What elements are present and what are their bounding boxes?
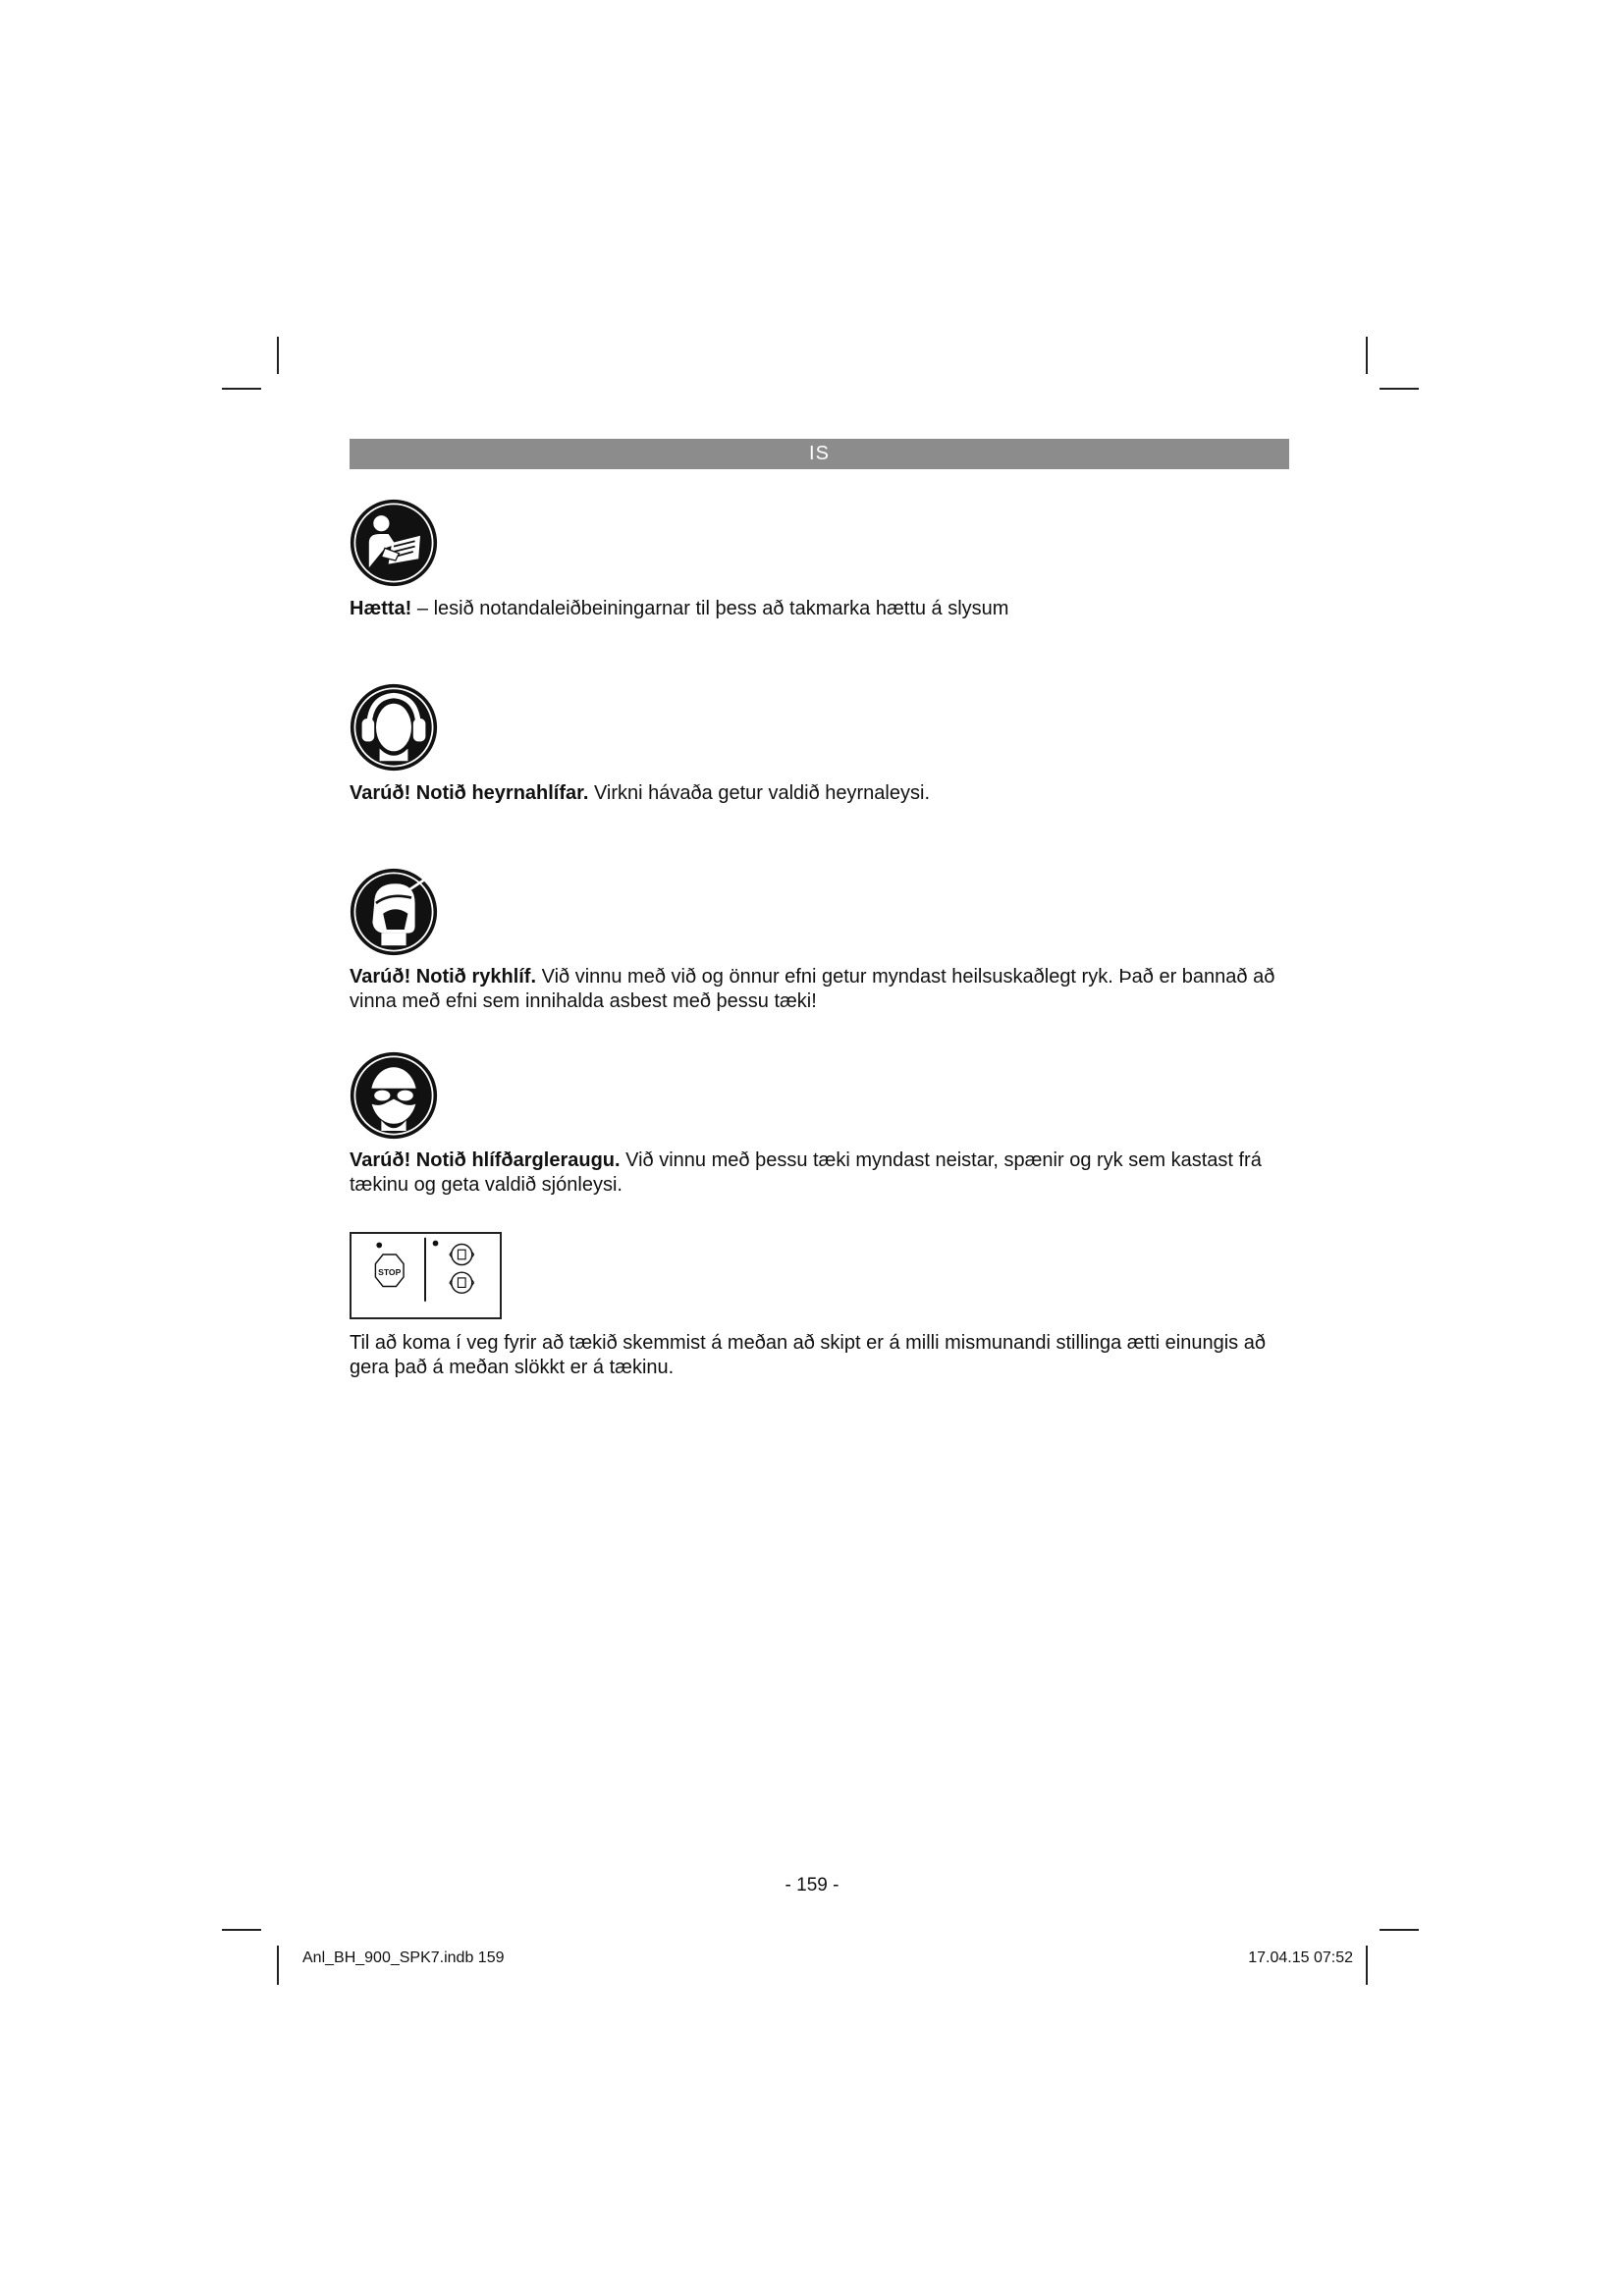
footer-timestamp: 17.04.15 07:52 xyxy=(1248,1949,1353,1966)
switch-setting-diagram xyxy=(350,1232,502,1319)
warning-text: Virkni hávaða getur valdið heyrnaleysi. xyxy=(588,782,930,804)
warning-safety-goggles xyxy=(350,1148,1292,1198)
crop-mark xyxy=(1366,1946,1368,1985)
dust-mask-icon xyxy=(350,868,438,956)
read-manual-icon xyxy=(350,499,438,587)
crop-mark xyxy=(277,1946,279,1985)
warning-title: Varúð! Notið hlífðargleraugu. xyxy=(350,1149,621,1171)
hammer-drill-mode-icon xyxy=(450,1272,474,1293)
warning-ear-protection xyxy=(350,781,1292,806)
stop-label: STOP xyxy=(378,1267,402,1278)
crop-mark xyxy=(1380,388,1419,390)
crop-mark xyxy=(222,1929,261,1931)
crop-mark xyxy=(277,337,279,374)
ear-protection-icon xyxy=(350,683,438,772)
warning-title: Varúð! Notið rykhlíf. xyxy=(350,966,537,988)
warning-title: Hætta! xyxy=(350,598,412,619)
page-number: - 159 - xyxy=(785,1875,839,1896)
warning-text: – lesið notandaleiðbeiningarnar til þess að takmarka hættu á slysum xyxy=(411,598,1009,619)
language-header: IS xyxy=(350,439,1289,469)
drill-mode-icon xyxy=(450,1245,474,1265)
crop-mark xyxy=(1366,337,1368,374)
crop-mark xyxy=(222,388,261,390)
warning-title: Varúð! Notið heyrnahlífar. xyxy=(350,782,589,804)
warning-read-manual xyxy=(350,597,1292,621)
safety-goggles-icon xyxy=(350,1051,438,1140)
warning-text: Við vinnu með þessu tæki myndast neistar, spænir og ryk sem kastast frá tækinu og geta valdið sjónleysi. xyxy=(350,1149,1262,1196)
warning-text: Við vinnu með við og önnur efni getur myndast heilsuskaðlegt ryk. Það er bannað að vinna með efni sem innihalda asbest með þessu tæki! xyxy=(350,966,1275,1012)
warning-dust-mask xyxy=(350,965,1292,1014)
crop-mark xyxy=(1380,1929,1419,1931)
switch-notice-text: Til að koma í veg fyrir að tækið skemmist á meðan að skipt er á milli mismunandi stillinga ætti einungis að gera það á meðan slökkt er á tækinu. xyxy=(350,1332,1266,1378)
footer-file-info: Anl_BH_900_SPK7.indb 159 xyxy=(302,1949,505,1966)
